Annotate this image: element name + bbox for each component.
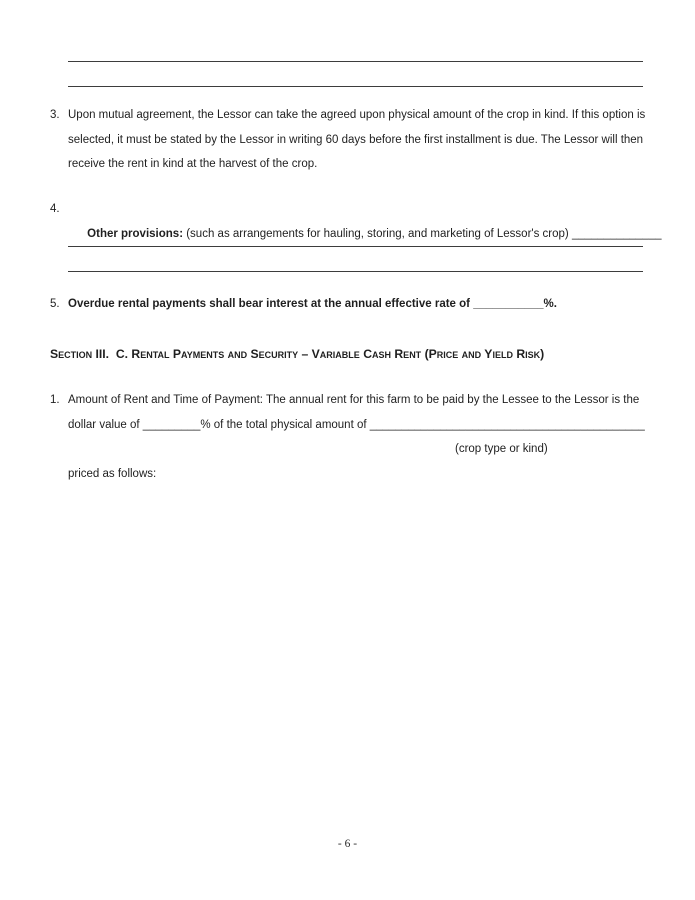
item-4-number: 4. [50,203,60,215]
item-3-number: 3. [50,109,60,121]
section-heading: Section III. C. Rental Payments and Security – Variable Cash Rent (Price and Yield Risk) [50,347,545,361]
item-3-text-line-3: receive the rent in kind at the harvest of the crop. [68,158,318,170]
item-1-text-line-2: dollar value of _________% of the total physical amount of ___________________________________________ [68,418,645,431]
list-item-4 [50,197,662,271]
list-item-3 [50,103,650,177]
item-1-number: 1. [50,394,60,406]
crop-type-caption: (crop type or kind) [455,443,548,455]
list-item-5 [50,292,650,317]
item-3-text-line-1: Upon mutual agreement, the Lessor can take the agreed upon physical amount of the crop in kind. If this option is [68,109,646,121]
page-number-footer: - 6 - [337,838,358,850]
list-item-1 [50,388,650,486]
other-provisions-fill-blank: ______________ [571,227,662,240]
item-1-text-line-3: priced as follows: [68,467,157,480]
item-3-text-line-2: selected, it must be stated by the Lessor in writing 60 days before the first installment is due. The Lessor will then [68,133,644,146]
fill-in-rule-line-3 [68,246,643,247]
other-provisions-label: Other provisions: [87,227,184,240]
other-provisions-text: (such as arrangements for hauling, storing, and marketing of Lessor's crop) [183,227,572,240]
item-5-number: 5. [50,298,60,310]
item-5-text: Overdue rental payments shall bear interest at the annual effective rate of ___________%. [68,298,557,310]
fill-in-rule-line-2 [68,86,643,87]
fill-in-rule-line-4 [68,271,643,272]
fill-in-rule-line-1 [68,61,643,62]
item-1-text-line-1: Amount of Rent and Time of Payment: The annual rent for this farm to be paid by the Lessee to the Lessor is the [68,394,640,406]
